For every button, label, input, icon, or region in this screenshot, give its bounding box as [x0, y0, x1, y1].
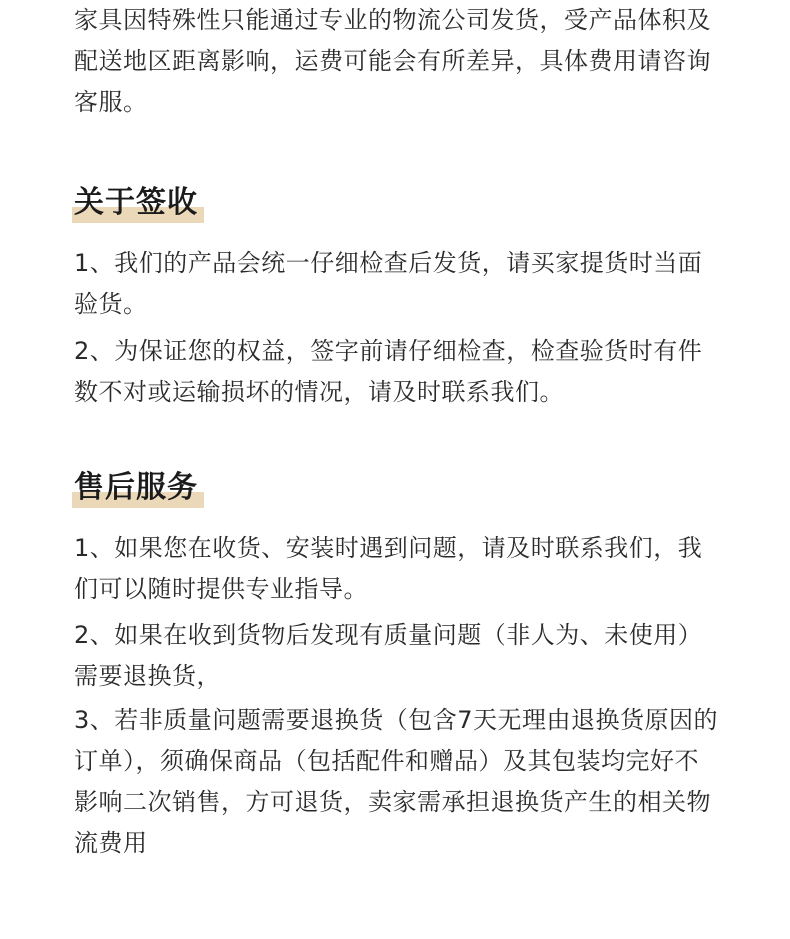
- after-sales-item-line: 影响二次销售，方可退货，卖家需承担退换货产生的相关物: [74, 788, 711, 816]
- intro-line: 客服。: [74, 88, 148, 116]
- after-sales-item-1: [74, 528, 734, 610]
- after-sales-section-heading: [74, 468, 198, 508]
- after-sales-item-line: 2、如果在收到货物后发现有质量问题（非人为、未使用）: [74, 621, 703, 649]
- intro-paragraph: [74, 0, 734, 123]
- intro-line: 配送地区距离影响，运费可能会有所差异，具体费用请咨询: [74, 47, 711, 75]
- sign-item-line: 验货。: [74, 290, 148, 318]
- after-sales-item-line: 流费用: [74, 829, 148, 857]
- sign-section-heading: [74, 183, 198, 223]
- after-sales-section-title: 售后服务: [74, 470, 198, 505]
- after-sales-item-2: [74, 615, 734, 697]
- sign-item-1: [74, 243, 734, 325]
- after-sales-item-line: 订单），须确保商品（包括配件和赠品）及其包装均完好不: [74, 747, 699, 775]
- after-sales-item-line: 们可以随时提供专业指导。: [74, 575, 368, 603]
- sign-item-line: 数不对或运输损坏的情况，请及时联系我们。: [74, 378, 564, 406]
- after-sales-item-line: 需要退换货，: [74, 662, 221, 690]
- after-sales-item-line: 3、若非质量问题需要退换货（包含7天无理由退换货原因的: [74, 706, 719, 734]
- sign-item-line: 1、我们的产品会统一仔细检查后发货，请买家提货时当面: [74, 249, 703, 277]
- sign-section-title: 关于签收: [74, 185, 198, 220]
- after-sales-item-3: [74, 700, 734, 864]
- after-sales-item-line: 1、如果您在收货、安装时遇到问题，请及时联系我们，我: [74, 534, 703, 562]
- intro-line: 家具因特殊性只能通过专业的物流公司发货，受产品体积及: [74, 6, 711, 34]
- sign-item-line: 2、为保证您的权益，签字前请仔细检查，检查验货时有件: [74, 337, 703, 365]
- sign-item-2: [74, 331, 734, 413]
